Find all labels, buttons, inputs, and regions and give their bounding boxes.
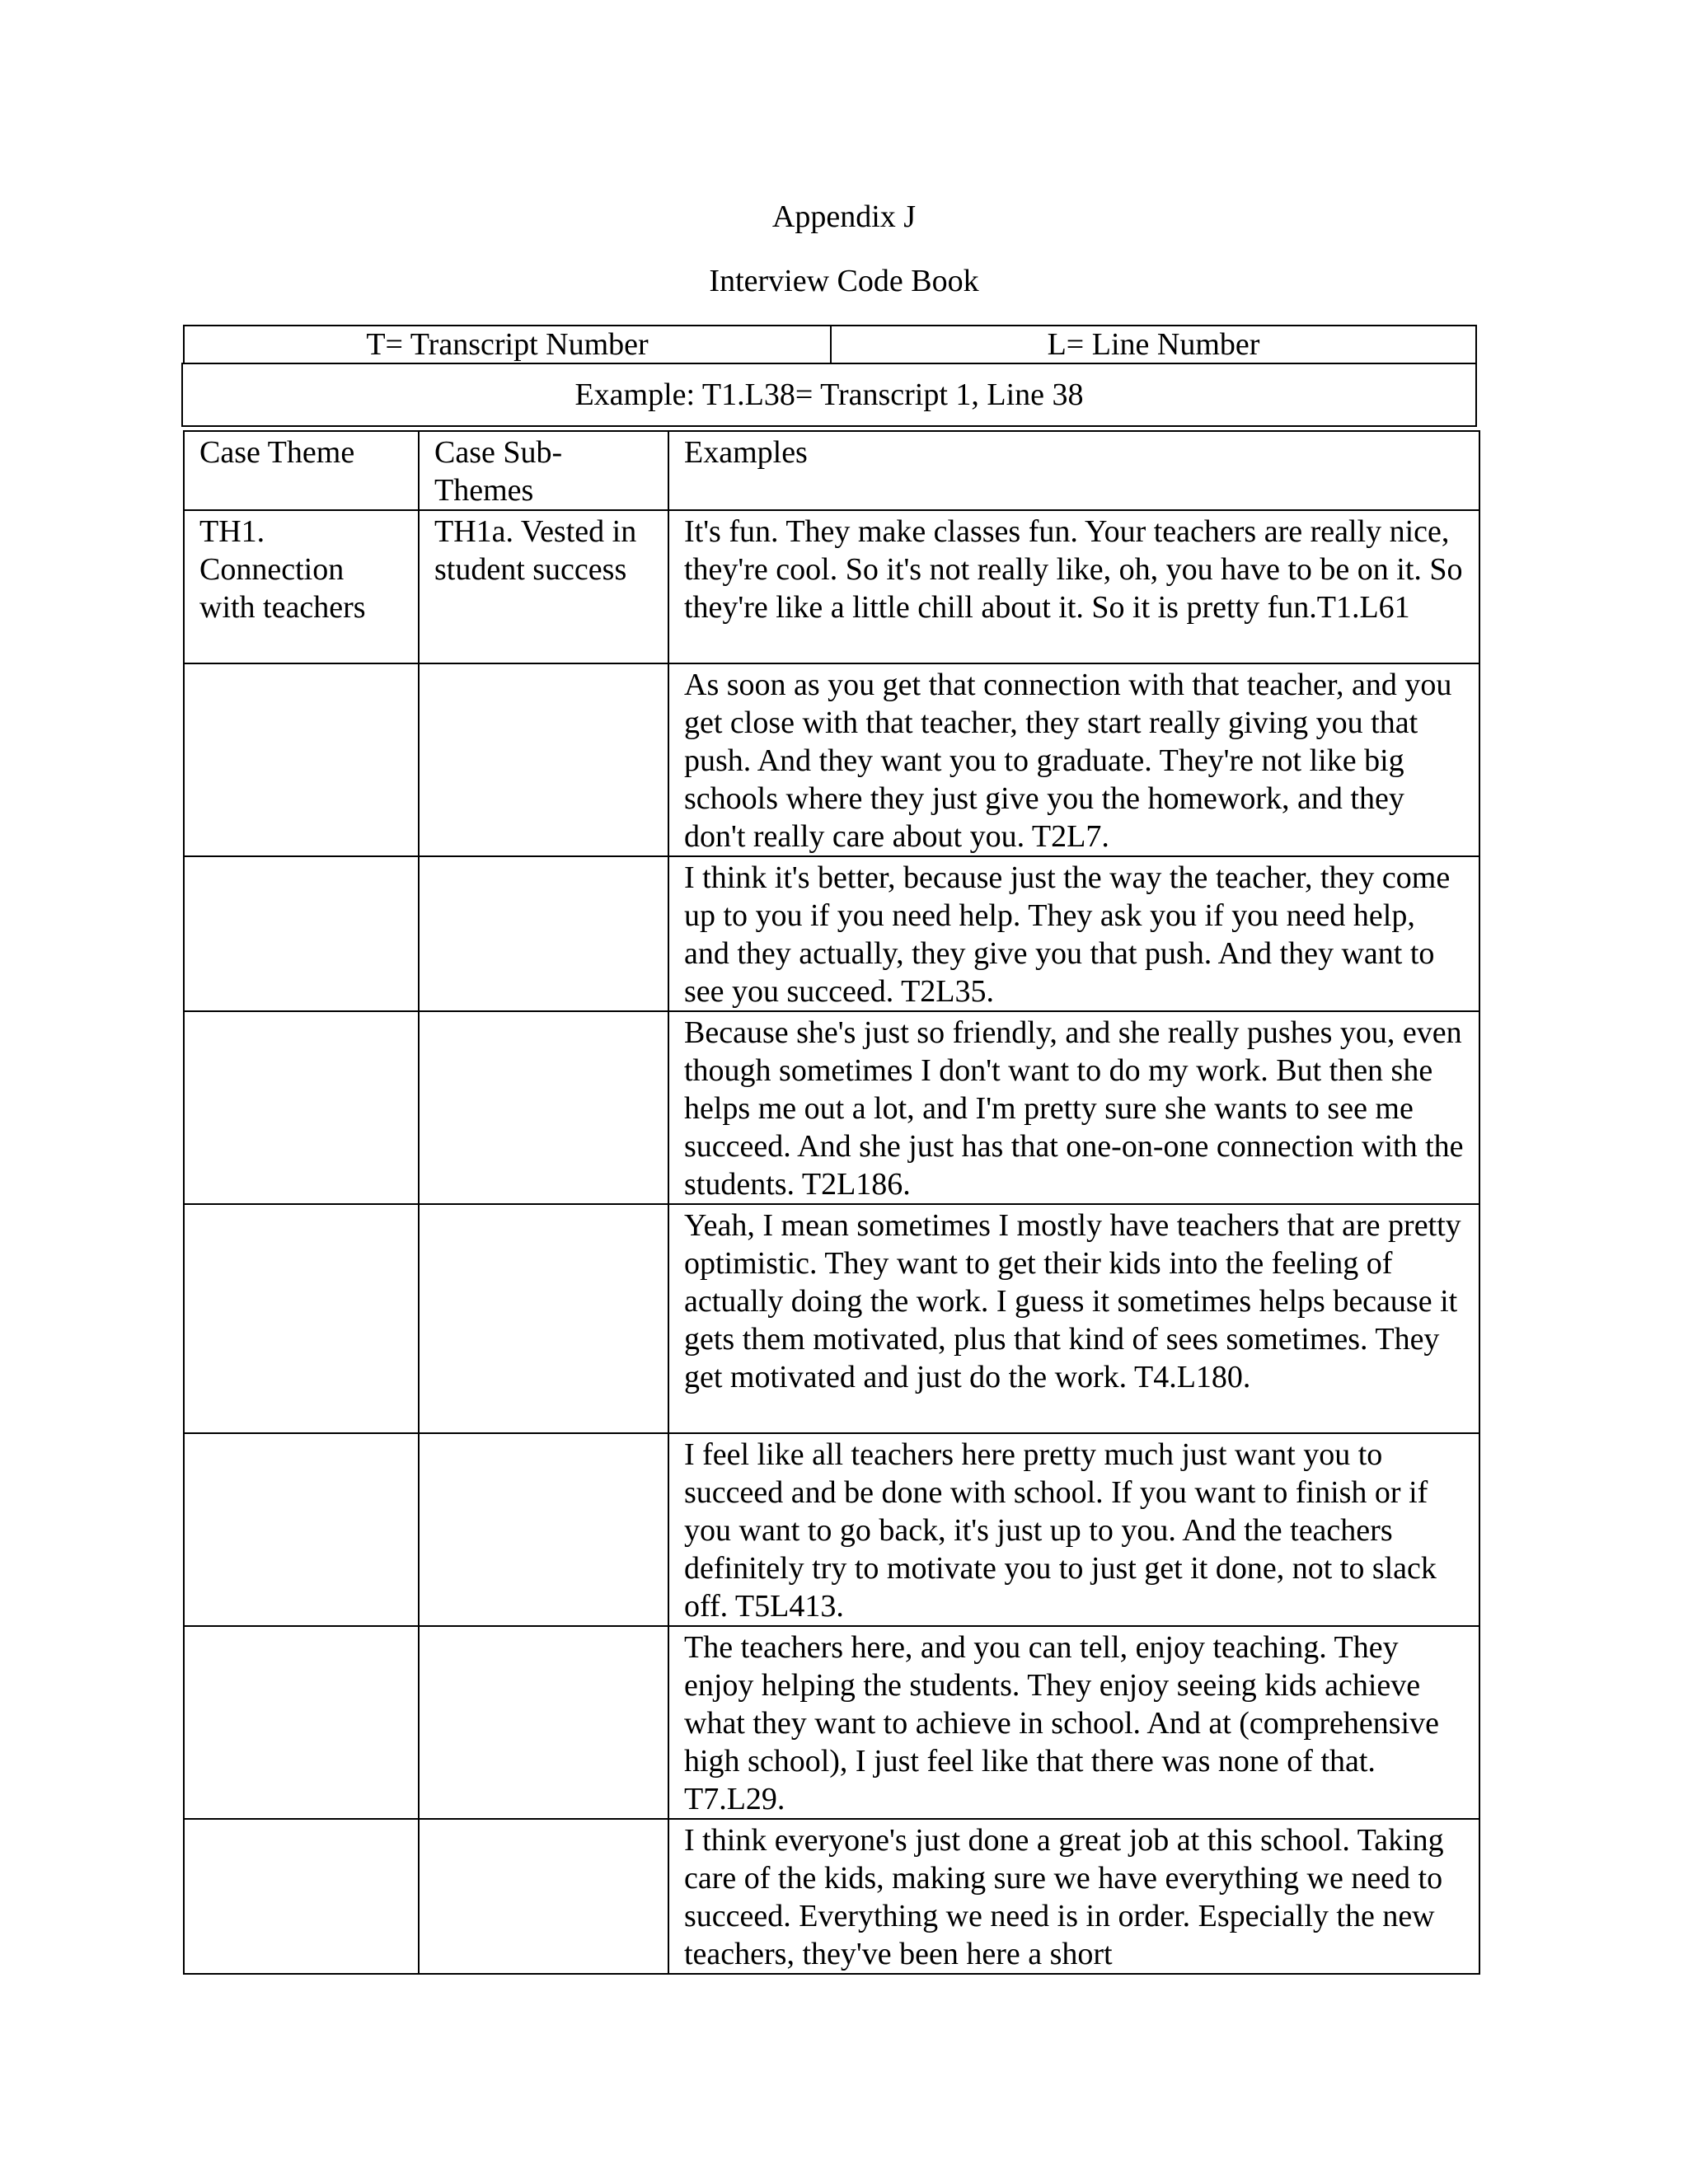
legend-line: L= Line Number bbox=[1047, 327, 1260, 362]
case-subtheme-cell bbox=[419, 663, 668, 856]
table-row bbox=[184, 1433, 1479, 1626]
table-row bbox=[184, 1204, 1479, 1433]
case-subtheme-cell: TH1a. Vested in student success bbox=[419, 510, 668, 663]
example-cell: Because she's just so friendly, and she really pushes you, even though sometimes I don't want to do my work. But then she helps me out a lot, and I'm pretty sure she wants to see me succeed. And she just has that one-on-one connection with the students. T2L186. bbox=[668, 1011, 1479, 1204]
column-header-examples: Examples bbox=[668, 431, 1479, 510]
case-subtheme-cell bbox=[419, 1626, 668, 1819]
case-theme-cell bbox=[184, 1011, 419, 1204]
case-subtheme-cell bbox=[419, 1204, 668, 1433]
table-row bbox=[184, 663, 1479, 856]
example-cell: I think it's better, because just the way the teacher, they come up to you if you need help. They ask you if you need help, and they actually, they give you that push. And they want to see you succeed. T2L35. bbox=[668, 856, 1479, 1011]
example-cell: I feel like all teachers here pretty much just want you to succeed and be done with school. If you want to finish or if you want to go back, it's just up to you. And the teachers definitely try to motivate you to just get it done, not to slack off. T5L413. bbox=[668, 1433, 1479, 1626]
case-theme-cell: TH1. Connection with teachers bbox=[184, 510, 419, 663]
table-header-row bbox=[184, 431, 1479, 510]
case-theme-cell bbox=[184, 1204, 419, 1433]
legend-transcript: T= Transcript Number bbox=[185, 326, 832, 363]
page-title: Interview Code Book bbox=[709, 264, 979, 298]
column-header-case-theme: Case Theme bbox=[184, 431, 419, 510]
column-header-case-sub-themes: Case Sub- Themes bbox=[419, 431, 668, 510]
case-theme-cell bbox=[184, 1819, 419, 1974]
table-row bbox=[184, 1011, 1479, 1204]
example-cell: As soon as you get that connection with that teacher, and you get close with that teacher, they start really giving you that push. And they want you to graduate. They're not like big schools where they just give you the homework, and they don't really care about you. T2L7. bbox=[668, 663, 1479, 856]
table-row bbox=[184, 510, 1479, 663]
table-row bbox=[184, 1819, 1479, 1974]
example-cell: I think everyone's just done a great job at this school. Taking care of the kids, making sure we have everything we need to succeed. Everything we need is in order. Especially the new teachers, they've been here a short bbox=[668, 1819, 1479, 1974]
case-subtheme-cell bbox=[419, 1011, 668, 1204]
code-book-table bbox=[183, 430, 1480, 1975]
case-theme-cell bbox=[184, 663, 419, 856]
table-row bbox=[184, 1626, 1479, 1819]
case-theme-cell bbox=[184, 1433, 419, 1626]
legend-example: Example: T1.L38= Transcript 1, Line 38 bbox=[181, 363, 1477, 427]
appendix-label: Appendix J bbox=[771, 199, 917, 234]
case-subtheme-cell bbox=[419, 856, 668, 1011]
case-theme-cell bbox=[184, 1626, 419, 1819]
example-cell: The teachers here, and you can tell, enjoy teaching. They enjoy helping the students. They enjoy seeing kids achieve what they want to achieve in school. And at (comprehensive high school), I just feel like that there was none of that. T7.L29. bbox=[668, 1626, 1479, 1819]
case-subtheme-cell bbox=[419, 1433, 668, 1626]
table-row bbox=[184, 856, 1479, 1011]
case-subtheme-cell bbox=[419, 1819, 668, 1974]
example-cell: Yeah, I mean sometimes I mostly have teachers that are pretty optimistic. They want to get their kids into the feeling of actually doing the work. I guess it sometimes helps because it gets them motivated, plus that kind of sees sometimes. They get motivated and just do the work. T4.L180. bbox=[668, 1204, 1479, 1433]
case-theme-cell bbox=[184, 856, 419, 1011]
legend-row bbox=[183, 325, 1477, 364]
example-cell: It's fun. They make classes fun. Your teachers are really nice, they're cool. So it's not really like, oh, you have to be on it. So they're like a little chill about it. So it is pretty fun.T1.L61 bbox=[668, 510, 1479, 663]
